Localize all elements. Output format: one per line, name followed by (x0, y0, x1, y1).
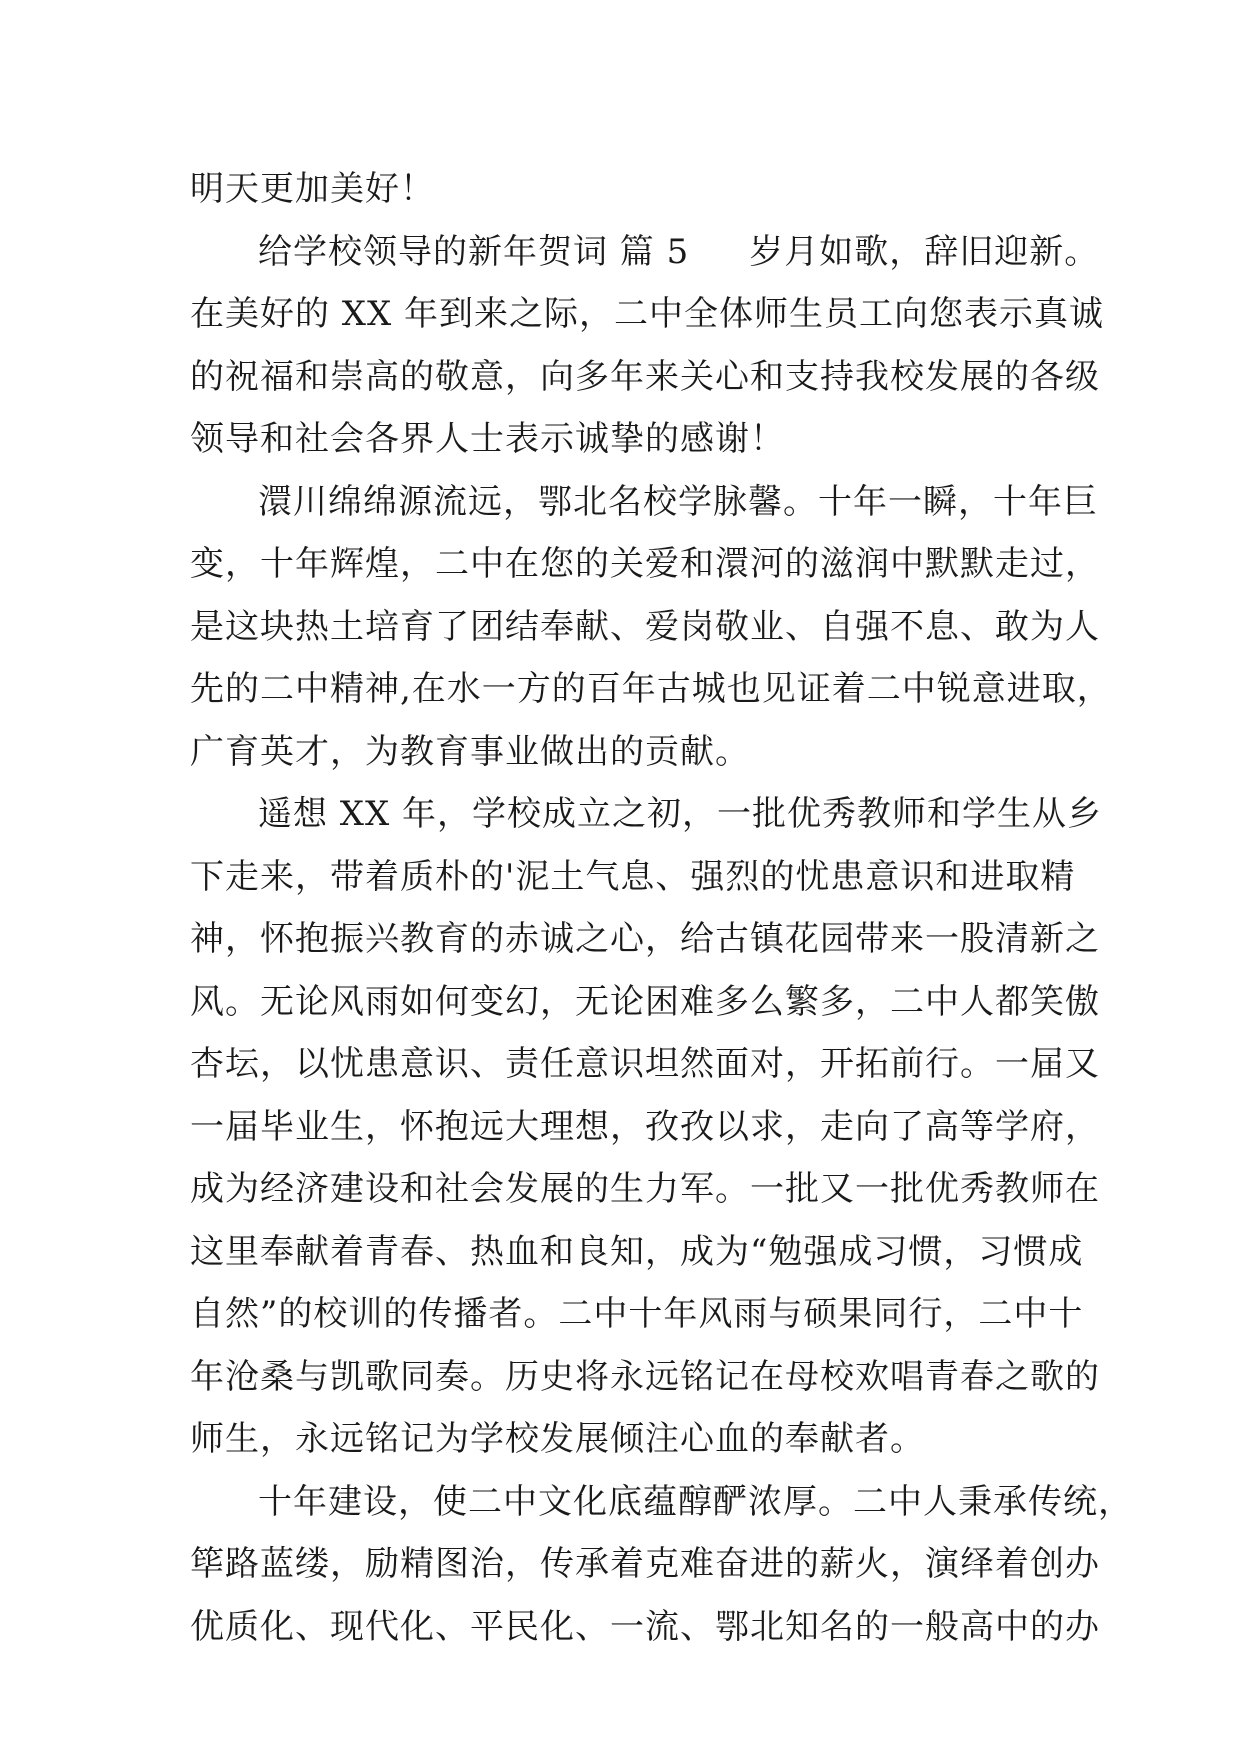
text-line: 成为经济建设和社会发展的生力军。一批又一批优秀教师在 (190, 1169, 1100, 1209)
document-body (190, 158, 1133, 1658)
text-line: 十年建设，使二中文化底蕴醇酽浓厚。二中人秉承传统， (258, 1481, 1133, 1522)
text-line: 筚路蓝缕，励精图治，传承着克难奋进的薪火，演绎着创办 (190, 1544, 1100, 1584)
text-line: 师生，永远铭记为学校发展倾注心血的奉献者。 (190, 1419, 925, 1459)
section-heading: 给学校领导的新年贺词 篇 5 (258, 231, 690, 272)
text-line: 在美好的 XX 年到来之际，二中全体师生员工向您表示真诚 (190, 294, 1105, 334)
text-line: 澴川绵绵源流远，鄂北名校学脉馨。十年一瞬，十年巨 (258, 481, 1098, 522)
text-line: 风。无论风雨如何变幻，无论困难多么繁多，二中人都笑傲 (190, 981, 1100, 1022)
text-line: 这里奉献着青春、热血和良知，成为“勉强成习惯，习惯成 (190, 1231, 1084, 1272)
text-line: 的祝福和崇高的敬意，向多年来关心和支持我校发展的各级 (190, 356, 1100, 397)
text-line: 明天更加美好！ (190, 169, 435, 209)
text-line: 遥想 XX 年，学校成立之初，一批优秀教师和学生从乡 (258, 794, 1103, 834)
text-line: 变，十年辉煌，二中在您的关爱和澴河的滋润中默默走过， (190, 544, 1100, 584)
text-line: 先的二中精神,在水一方的百年古城也见证着二中锐意进取， (190, 669, 1112, 709)
text-line (190, 221, 1100, 284)
text-line: 是这块热土培育了团结奉献、爱岗敬业、自强不息、敢为人 (190, 606, 1100, 647)
text-fragment: 岁月如歌，辞旧迎新。 (749, 231, 1100, 272)
text-line: 下走来，带着质朴的'泥土气息、强烈的忧患意识和进取精 (190, 856, 1076, 897)
text-line: 优质化、现代化、平民化、一流、鄂北知名的一般高中的办 (190, 1606, 1100, 1647)
text-line: 年沧桑与凯歌同奏。历史将永远铭记在母校欢唱青春之歌的 (190, 1356, 1100, 1397)
text-line: 领导和社会各界人士表示诚挚的感谢！ (190, 419, 785, 459)
text-line: 一届毕业生，怀抱远大理想，孜孜以求，走向了高等学府， (190, 1106, 1100, 1147)
text-line: 神，怀抱振兴教育的赤诚之心，给古镇花园带来一股清新之 (190, 919, 1100, 959)
text-line: 杏坛，以忧患意识、责任意识坦然面对，开拓前行。一届又 (190, 1044, 1100, 1084)
text-line: 广育英才，为教育事业做出的贡献。 (190, 731, 750, 772)
text-line: 自然”的校训的传播者。二中十年风雨与硕果同行，二中十 (190, 1294, 1084, 1334)
